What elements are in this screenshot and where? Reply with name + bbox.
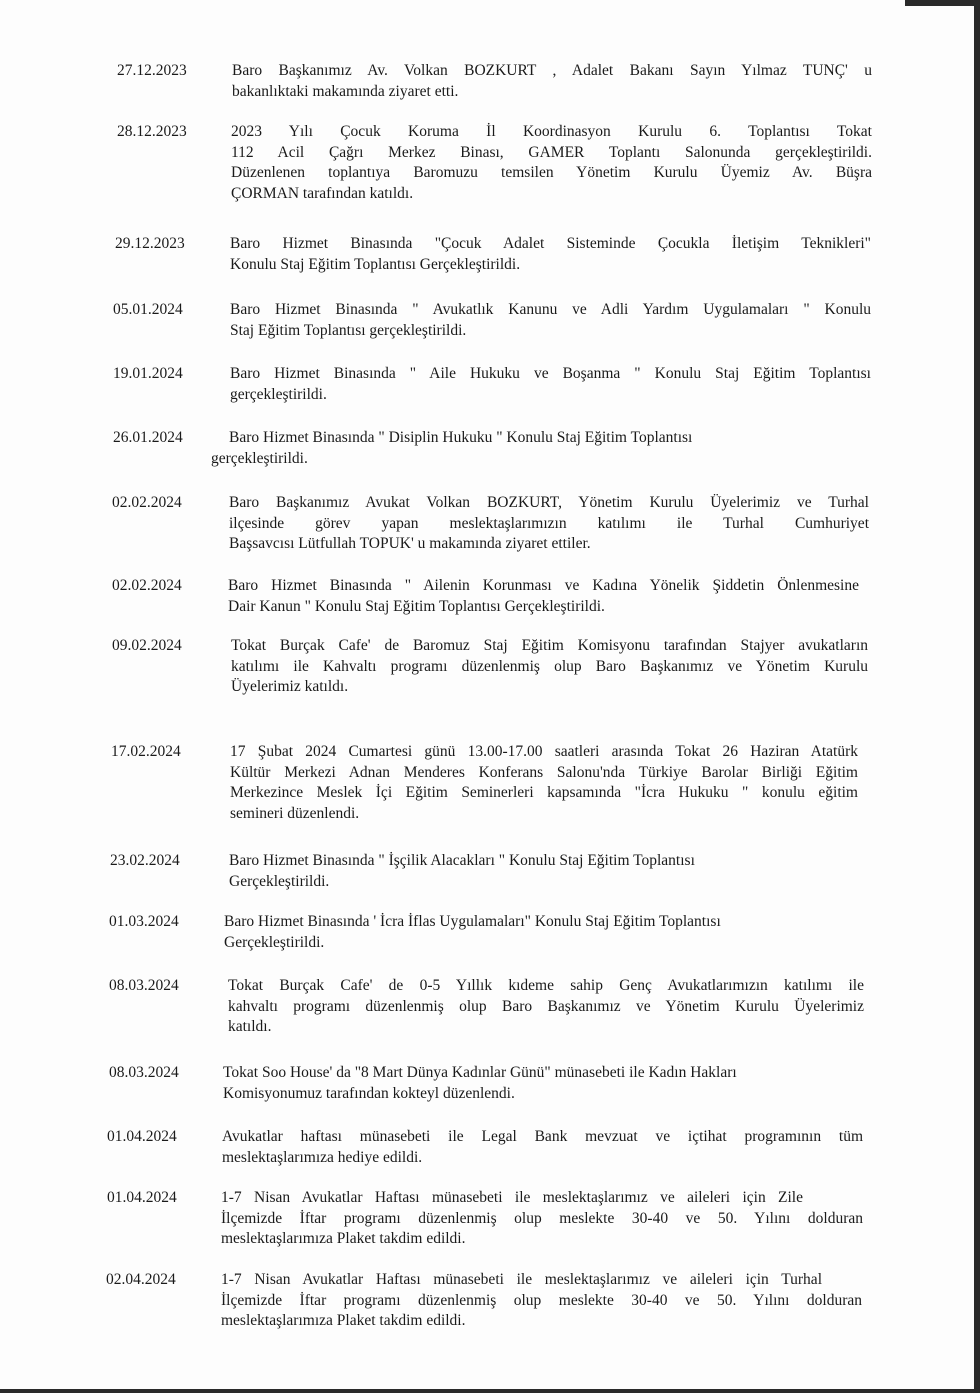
entry-line: Gerçekleştirildi.: [229, 872, 330, 890]
entry-date: 02.04.2024: [106, 1271, 176, 1288]
entry-line: semineri düzenlendi.: [230, 804, 360, 822]
entry-line: Tokat Burçak Cafe' de 0-5 Yıllık kıdeme sahip Genç Avukatlarımızın katılımı ile: [228, 977, 864, 994]
entry-line: 1-7 Nisan Avukatlar Haftası münasebeti ile meslektaşlarımız ve aileleri için Turhal: [221, 1271, 822, 1288]
entry-text: [230, 742, 858, 824]
entry-line: Staj Eğitim Toplantısı gerçekleştirildi.: [230, 321, 467, 339]
entry-line: Üyelerimiz katıldı.: [231, 678, 349, 695]
entry-text: [232, 61, 872, 102]
entry-line: Dair Kanun " Konulu Staj Eğitim Toplantısı Gerçekleştirildi.: [228, 597, 605, 615]
entry-date: 01.04.2024: [107, 1128, 177, 1145]
entry-line: gerçekleştirildi.: [230, 385, 327, 403]
entry-text: [222, 1127, 863, 1168]
entry-date: 02.02.2024: [112, 577, 182, 594]
entry-line: Kültür Merkezi Adnan Menderes Konferans Salonu'nda Türkiye Barolar Birliği Eğitim: [230, 763, 858, 781]
entry-line: gerçekleştirildi.: [211, 449, 308, 467]
entry-line: ilçesinde görev yapan meslektaşlarımızın katılımı ile Turhal Cumhuriyet: [229, 514, 869, 532]
entry-line: 2023 Yılı Çocuk Koruma İl Koordinasyon Kurulu 6. Toplantısı Tokat: [231, 123, 872, 140]
scan-border-right: [974, 0, 980, 1393]
entry-line: Baro Başkanımız Av. Volkan BOZKURT , Adalet Bakanı Sayın Yılmaz TUNÇ' u: [232, 62, 872, 79]
entry-line: meslektaşlarımıza hediye edildi.: [222, 1148, 423, 1166]
entry-text: [229, 493, 869, 555]
entry-line: Baro Hizmet Binasında "Çocuk Adalet Sisteminde Çocukla İletişim Teknikleri": [230, 235, 871, 252]
entry-text: [224, 912, 824, 953]
entry-line: Baro Hizmet Binasında " Avukatlık Kanunu ve Adli Yardım Uygulamaları " Konulu: [230, 301, 871, 318]
entry-line: Baro Hizmet Binasında " Ailenin Korunması ve Kadına Yönelik Şiddetin Önlenmesine: [228, 577, 859, 594]
entry-line: İlçemizde İftar programı düzenlenmiş olup meslekte 30-40 ve 50. Yılını dolduran: [221, 1209, 863, 1227]
entry-date: 27.12.2023: [117, 62, 187, 79]
entry-text: [228, 576, 859, 617]
entry-text: [230, 234, 871, 275]
entry-text: [228, 976, 864, 1038]
entry-line: katılımı ile Kahvaltı programı düzenlenmiş olup Baro Başkanımız ve Yönetim Kurulu: [231, 657, 868, 675]
entry-date: 28.12.2023: [117, 123, 187, 140]
entry-date: 19.01.2024: [113, 365, 183, 382]
entry-date: 09.02.2024: [112, 637, 182, 654]
entry-line: katıldı.: [228, 1018, 272, 1035]
entry-line: Tokat Soo House' da "8 Mart Dünya Kadınlar Günü" münasebeti ile Kadın Hakları: [223, 1064, 737, 1081]
entry-text: [221, 1270, 862, 1332]
entry-date: 01.03.2024: [109, 913, 179, 930]
entry-line: Baro Hizmet Binasında " İşçilik Alacakları " Konulu Staj Eğitim Toplantısı: [229, 852, 695, 869]
entry-line: Konulu Staj Eğitim Toplantısı Gerçekleştirildi.: [230, 255, 521, 273]
entry-line: Tokat Burçak Cafe' de Baromuz Staj Eğitim Komisyonu tarafından Stajyer avukatların: [231, 637, 868, 654]
entry-line: İlçemizde İftar programı düzenlenmiş olup meslekte 30-40 ve 50. Yılını dolduran: [221, 1291, 862, 1309]
entry-text: [231, 122, 872, 204]
entry-line: 17 Şubat 2024 Cumartesi günü 13.00-17.00 saatleri arasında Tokat 26 Haziran Atatürk: [230, 743, 858, 760]
entry-text: [230, 300, 871, 341]
entry-line: 1-7 Nisan Avukatlar Haftası münasebeti ile meslektaşlarımız ve aileleri için Zile: [221, 1189, 803, 1206]
entry-line: Baro Hizmet Binasında " Aile Hukuku ve Boşanma " Konulu Staj Eğitim Toplantısı: [230, 365, 871, 382]
entry-text: [229, 851, 829, 892]
entry-date: 05.01.2024: [113, 301, 183, 318]
entry-line: 112 Acil Çağrı Merkez Binası, GAMER Toplantı Salonunda gerçekleştirildi.: [231, 143, 872, 161]
entry-text: [223, 1063, 843, 1104]
entry-line: ÇORMAN tarafından katıldı.: [231, 184, 414, 202]
entry-date: 08.03.2024: [109, 977, 179, 994]
entry-line: meslektaşlarımıza Plaket takdim edildi.: [221, 1230, 466, 1247]
scan-border-bottom: [0, 1389, 980, 1393]
entry-line: Avukatlar haftası münasebeti ile Legal Bank mevzuat ve içtihat programının tüm: [222, 1128, 863, 1145]
entry-date: 02.02.2024: [112, 494, 182, 511]
entry-date: 08.03.2024: [109, 1064, 179, 1081]
entry-line: Komisyonumuz tarafından kokteyl düzenlendi.: [223, 1084, 515, 1102]
entry-date: 26.01.2024: [113, 429, 183, 446]
entry-line: Gerçekleştirildi.: [224, 933, 325, 951]
entry-line: Düzenlenen toplantıya Baromuzu temsilen Yönetim Kurulu Üyemiz Av. Büşra: [231, 164, 872, 181]
entry-line: meslektaşlarımıza Plaket takdim edildi.: [221, 1312, 466, 1329]
entry-text: [221, 1188, 863, 1250]
entry-text: [211, 428, 851, 469]
entry-line: Baro Başkanımız Avukat Volkan BOZKURT, Yönetim Kurulu Üyelerimiz ve Turhal: [229, 494, 869, 511]
entry-text: [231, 636, 868, 698]
entry-line: bakanlıktaki makamında ziyaret etti.: [232, 82, 459, 100]
entry-line: Merkezince Meslek İçi Eğitim Seminerleri kapsamında "İcra Hukuku " konulu eğitim: [230, 784, 858, 801]
entry-text: [230, 364, 871, 405]
entry-line: Başsavcısı Lütfullah TOPUK' u makamında ziyaret ettiler.: [229, 535, 591, 552]
entry-line: Baro Hizmet Binasında ' İcra İflas Uygulamaları" Konulu Staj Eğitim Toplantısı: [224, 913, 721, 930]
entry-date: 01.04.2024: [107, 1189, 177, 1206]
entry-line: Baro Hizmet Binasında " Disiplin Hukuku " Konulu Staj Eğitim Toplantısı: [229, 429, 693, 446]
scan-border-top: [905, 0, 980, 6]
entry-date: 17.02.2024: [111, 743, 181, 760]
entry-date: 29.12.2023: [115, 235, 185, 252]
entry-date: 23.02.2024: [110, 852, 180, 869]
entry-line: kahvaltı programı düzenlenmiş olup Baro Başkanımız ve Yönetim Kurulu Üyelerimiz: [228, 997, 864, 1015]
